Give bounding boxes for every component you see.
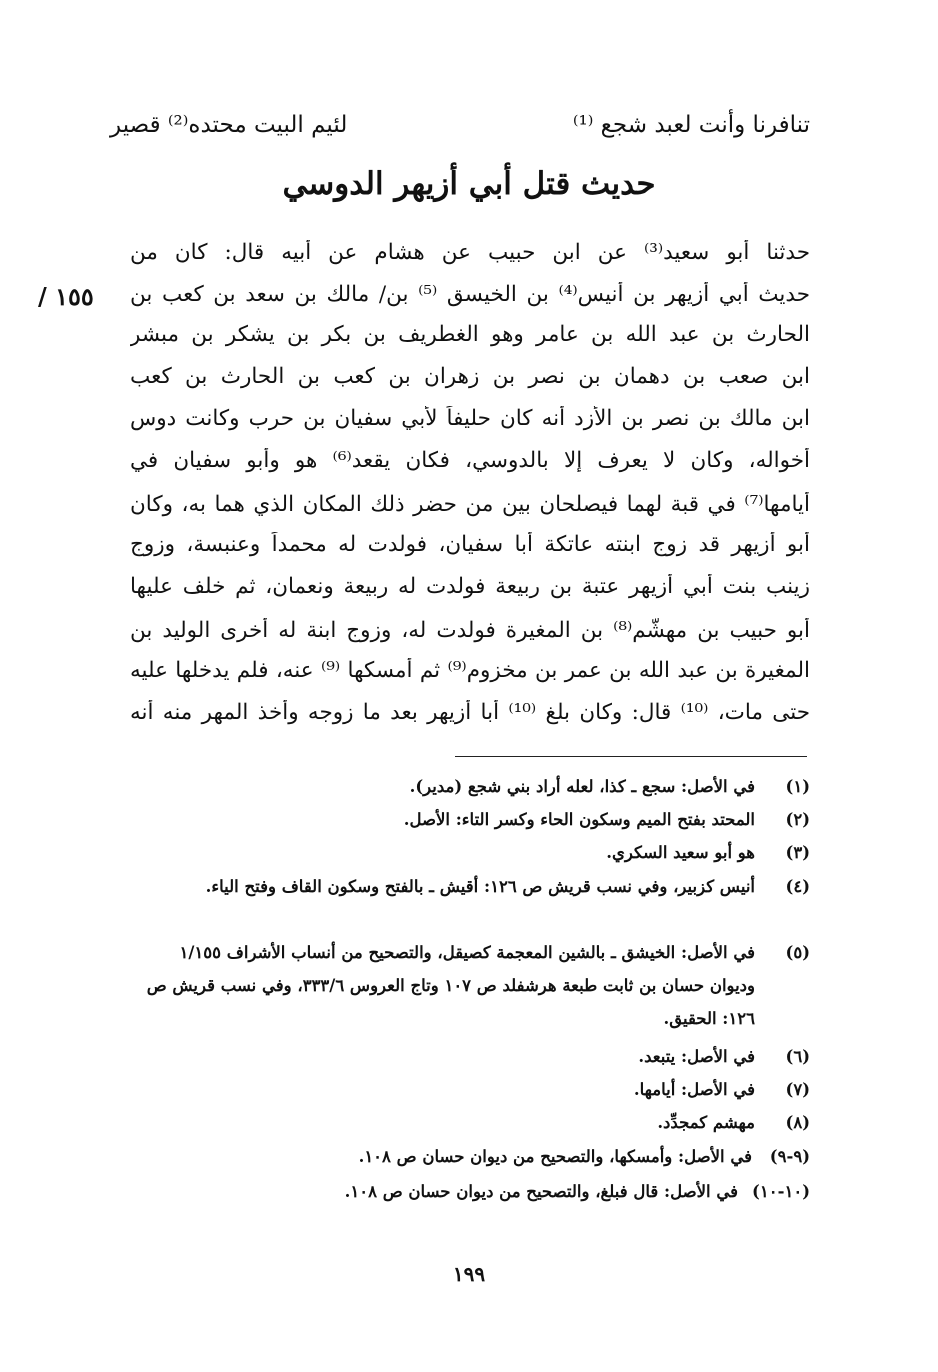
footnote-text: في الأصل: يتبعد. [638, 1047, 755, 1066]
footnote-number: (١) [785, 777, 810, 796]
margin-page-reference: / ١٥٥ [38, 282, 94, 311]
footnote-text: في الأصل: وأمسكها، والتصحيح من ديوان حسان ص ١٠٨. [358, 1147, 752, 1166]
footnote-number: (٢) [785, 810, 810, 829]
footnote [130, 1040, 810, 1073]
footnote-number: (٥) [785, 943, 810, 962]
footnote-text: في الأصل: سجع ـ كذا، لعله أراد بني شجع (مدير). [409, 777, 755, 796]
body-line: حتى مات، ⁽¹⁰⁾ قال: وكان بلغ ⁽¹⁰⁾ أبا أزيهر بعد ما زوجه وأخذ المهر منه أنه [130, 700, 810, 725]
footnote-text: في الأصل: الخيشق ـ بالشين المعجمة كصيقل، والتصحيح من أنساب الأشراف ١/١٥٥ وديوان حسان بن ثابت طبعة هرشفلد ص ١٠٧ وتاج العروس ٣٣٣/٦، وفي نسب قريش ص ١٢٦: الحقيق. [146, 943, 755, 1028]
body-line: زينب بنت أبي أزيهر عتبة بن ربيعة فولدت له ربيعة ونعمان، ثم خلف عليها [130, 574, 810, 599]
footnote-text: في الأصل: أيامها. [633, 1080, 755, 1099]
footnote [130, 1175, 810, 1208]
poem-verse [110, 112, 810, 156]
footnote-separator [455, 756, 807, 757]
footnote-text: هو أبو سعيد السكري. [606, 843, 755, 862]
page-number: ١٩٩ [452, 1262, 486, 1286]
body-line: أيامها⁽⁷⁾ في قبة لهما فيصلحان بين من حضر ذلك المكان الذي هما به، وكان [130, 492, 810, 517]
footnote-number: (٨) [785, 1113, 810, 1132]
verse-hemistich-second: لئيم البيت محتده⁽²⁾ قصير [110, 112, 348, 138]
body-line: أبو حبيب بن مهشّم⁽⁸⁾ بن المغيرة فولدت له، وزوج ابنة له أخرى الوليد بن [130, 618, 810, 643]
footnote [130, 936, 810, 1035]
footnote [130, 870, 810, 936]
footnote-number: (٤) [785, 877, 810, 896]
footnote [130, 1140, 810, 1173]
verse-hemistich-first: تنافرنا وأنت لعبد شجع ⁽¹⁾ [572, 112, 810, 138]
body-line: ابن صعب بن دهمان بن نصر بن زهران بن كعب بن الحارث بن كعب [130, 364, 810, 389]
footnote [130, 1106, 810, 1139]
footnote [130, 803, 810, 836]
section-title: حديث قتل أبي أزيهر الدوسي [282, 166, 656, 202]
footnote [130, 770, 810, 803]
body-line: ابن مالك بن نصر بن الأزد أنه كان حليفاً لأبي سفيان بن حرب وكانت دوس [130, 406, 810, 431]
body-line: الحارث بن عبد الله بن عامر وهو الغطريف بن بكر بن يشكر بن مبشر [130, 322, 810, 347]
footnote-text: مهشم كمجدِّد. [657, 1113, 755, 1132]
body-line: أخواله، وكان لا يعرف إلا بالدوسي، فكان يقعد⁽⁶⁾ هو وأبو سفيان في [130, 448, 810, 473]
body-line: حديث أبي أزيهر بن أنيس⁽⁴⁾ بن الخيسق ⁽⁵⁾ بن/ مالك بن سعد بن كعب بن [130, 282, 810, 307]
footnote-text: المحتد بفتح الميم وسكون الحاء وكسر التاء: الأصل. [403, 810, 755, 829]
footnote-number: (١٠-١٠) [752, 1182, 810, 1201]
footnote-number: (٩-٩) [769, 1147, 810, 1166]
footnote [130, 836, 810, 869]
body-line: حدثنا أبو سعيد⁽³⁾ عن ابن حبيب عن هشام عن أبيه قال: كان من [130, 240, 810, 265]
footnote-text: في الأصل: قال فبلغ، والتصحيح من ديوان حسان ص ١٠٨. [344, 1182, 738, 1201]
footnote-text: أنيس كزبير، وفي نسب قريش ص ١٢٦: أقيش ـ بالفتح وسكون القاف وفتح الياء. [205, 877, 755, 896]
footnote-number: (٧) [785, 1080, 810, 1099]
footnote-number: (٦) [785, 1047, 810, 1066]
footnote [130, 1073, 810, 1106]
footnote-number: (٣) [785, 843, 810, 862]
body-line: المغيرة بن عبد الله بن عمر بن مخزوم⁽⁹⁾ ثم أمسكها ⁽⁹⁾ عنه، فلم يدخلها عليه [130, 658, 810, 683]
body-line: أبو أزيهر قد زوج ابنته عاتكة أبا سفيان، فولدت له محمداً وعنبسة، وزوج [130, 532, 810, 557]
